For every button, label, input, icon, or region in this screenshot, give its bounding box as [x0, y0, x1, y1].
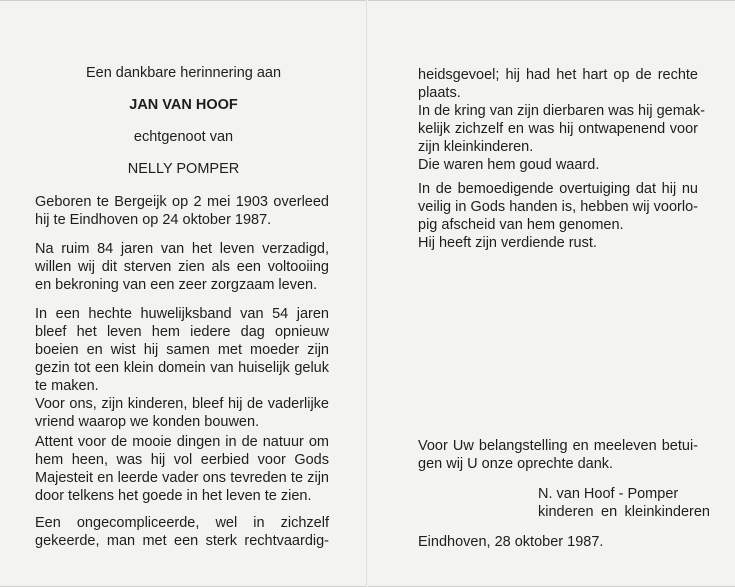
intro-line: Een dankbare herinnering aan [85, 65, 282, 81]
spouse-name: NELLY POMPER [127, 161, 240, 177]
text-line: hij te Eindhoven op 24 oktober 1987. [35, 212, 272, 228]
text-line: In de bemoedigende overtuiging dat hij nu [418, 181, 698, 197]
text-line: gezin tot een klein domein van huiselijk geluk [35, 360, 329, 376]
text-line: Majesteit en leerde vader ons tevreden te zijn [35, 470, 329, 486]
text-line: Attent voor de mooie dingen in de natuur om [35, 434, 329, 450]
text-line: Na ruim 84 jaren van het leven verzadigd, [35, 241, 329, 257]
deceased-name: JAN VAN HOOF [129, 97, 238, 113]
text-line: zijn kleinkinderen. [418, 139, 534, 155]
signature-family: kinderen en kleinkinderen [538, 504, 710, 520]
place-date: Eindhoven, 28 oktober 1987. [418, 534, 604, 550]
text-line: bleef het leven hem iedere dag opnieuw [35, 324, 329, 340]
text-line: Geboren te Bergeijk op 2 mei 1903 overleed [35, 194, 329, 210]
text-line: Die waren hem goud waard. [418, 157, 600, 173]
left-panel [0, 0, 367, 587]
paragraph-justice [418, 66, 705, 174]
text-line: Voor Uw belangstelling en meeleven betui- [418, 438, 698, 454]
paragraph-nature [35, 433, 329, 505]
paragraph-marriage [35, 305, 329, 431]
text-line: willen wij dit sterven zien als een voltooiing [35, 259, 329, 275]
text-line: boeien en wist hij samen met moeder zijn [35, 342, 329, 358]
text-line: door telkens het goede in het leven te zien. [35, 488, 312, 504]
text-line: hem heen, was hij vol eerbied voor Gods [35, 452, 329, 468]
text-line: plaats. [418, 85, 461, 101]
text-line: Voor ons, zijn kinderen, bleef hij de vaderlijke [35, 396, 329, 412]
text-line: vriend waarop we konden bouwen. [35, 414, 260, 430]
text-line: gen wij U onze oprechte dank. [418, 456, 614, 472]
text-line: Hij heeft zijn verdiende rust. [418, 235, 597, 251]
text-line: pig afscheid van hem genomen. [418, 217, 624, 233]
text-line: kelijk zichzelf en was hij ontwapenend voor [418, 121, 698, 137]
paragraph-completion [35, 240, 329, 294]
text-line: In de kring van zijn dierbaren was hij gemak- [418, 103, 705, 119]
text-line: gekeerde, man met een sterk rechtvaardig- [35, 533, 329, 549]
relation-line: echtgenoot van [133, 129, 234, 145]
signature-block [538, 485, 710, 521]
right-panel [368, 0, 735, 587]
text-line: veilig in Gods handen is, hebben wij voorlo- [418, 199, 698, 215]
text-line: en bekroning van een zeer zorgzaam leven. [35, 277, 318, 293]
text-line: In een hechte huwelijksband van 54 jaren [35, 306, 329, 322]
text-line: Een ongecompliceerde, wel in zichzelf [35, 515, 329, 531]
signature-name: N. van Hoof - Pomper [538, 486, 679, 502]
paragraph-character [35, 514, 329, 550]
paragraph-farewell [418, 180, 698, 252]
text-line: heidsgevoel; hij had het hart op de rechte [418, 67, 698, 83]
paragraph-thanks [418, 437, 698, 473]
text-line: te maken. [35, 378, 99, 394]
paragraph-birth-death [35, 193, 329, 229]
